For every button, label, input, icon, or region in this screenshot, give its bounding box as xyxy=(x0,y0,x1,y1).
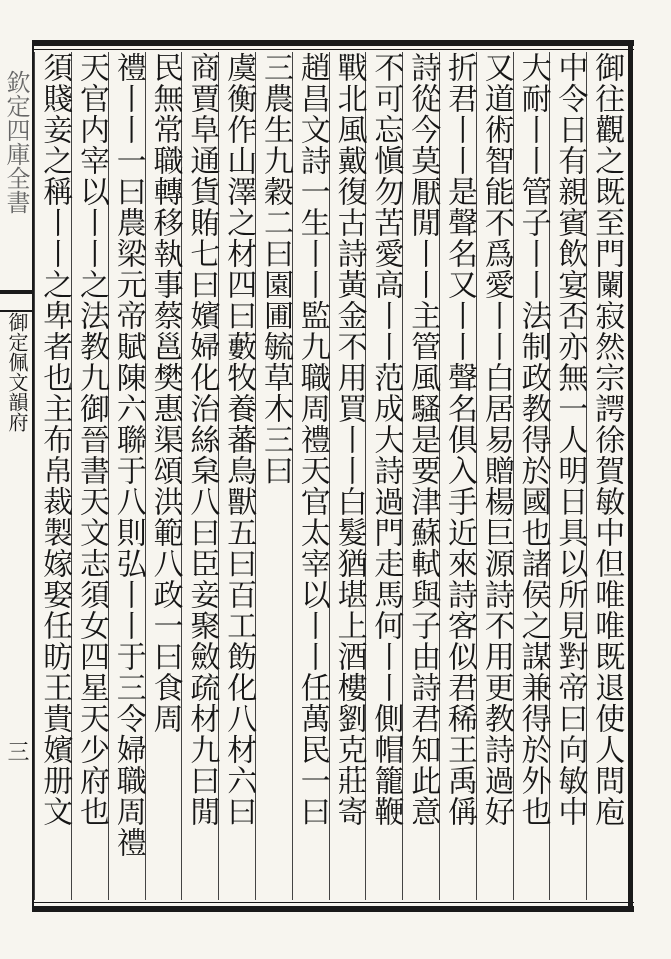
top-border-thick xyxy=(34,40,634,46)
margin-series-title: 欽定四庫全書 xyxy=(2,70,30,214)
page-number: 三 xyxy=(4,740,29,762)
text-column: 商賈阜通貨賄七曰嬪婦化治絲枲八曰臣妾聚斂疏材九曰閒 xyxy=(184,52,220,827)
text-column: 大耐丨丨管子丨丨法制政教得於國也諸侯之謀兼得於外也 xyxy=(515,52,551,827)
text-column: 折君丨丨是聲名又丨丨聲名俱入手近來詩客似君稀王禹偁 xyxy=(442,52,477,827)
text-column: 須賤妾之稱丨丨之卑者也主布帛裁製嫁娶任昉王貴嬪册文 xyxy=(37,52,73,827)
text-column: 不可忘愼勿苦愛高丨丨范成大詩過門走馬何丨丨側帽籠鞭 xyxy=(368,52,404,827)
text-column: 又道術智能不爲愛丨丨白居易贈楊巨源詩不用更教詩過好 xyxy=(478,52,514,827)
column-rule xyxy=(34,52,35,900)
text-column: 趙昌文詩一生丨丨監九職周禮天官太宰以丨丨任萬民一曰 xyxy=(294,52,330,827)
fishtail-mark xyxy=(0,290,32,312)
text-column: 三農生九穀二曰園圃毓草木三曰 xyxy=(258,52,293,486)
text-column: 虞衡作山澤之材四曰藪牧養蕃鳥獸五曰百工飭化八材六曰 xyxy=(221,52,257,827)
text-column: 詩從今莫厭閒丨丨主管風騷是要津蘇軾與子由詩君知此意 xyxy=(405,52,441,827)
text-column: 御往觀之既至門闌寂然宗諤徐賀敏中但唯唯既退使人問庖 xyxy=(589,52,625,827)
margin-book-title: 御定佩文韻府 xyxy=(5,312,29,432)
text-column: 中令日有親賓飲宴否亦無一人明日具以所見對帝曰向敏中 xyxy=(552,52,588,827)
text-column: 天官内宰以丨丨之法教九御晉書天文志須女四星天少府也 xyxy=(74,52,109,827)
text-column: 禮丨丨一曰農梁元帝賦陳六聯于八則弘丨丨于三令婦職周禮 xyxy=(110,52,146,858)
text-column: 戰北風戴復古詩黃金不用買丨丨白髮猶堪上酒樓劉克莊寄 xyxy=(331,52,367,827)
bottom-border-thick xyxy=(34,906,634,912)
bottom-border-thin xyxy=(34,902,634,903)
text-column: 民無常職轉移執事蔡邕樊惠渠頌洪範八政一曰食周 xyxy=(147,52,183,734)
right-border xyxy=(628,40,633,912)
top-border-thin xyxy=(34,49,634,50)
